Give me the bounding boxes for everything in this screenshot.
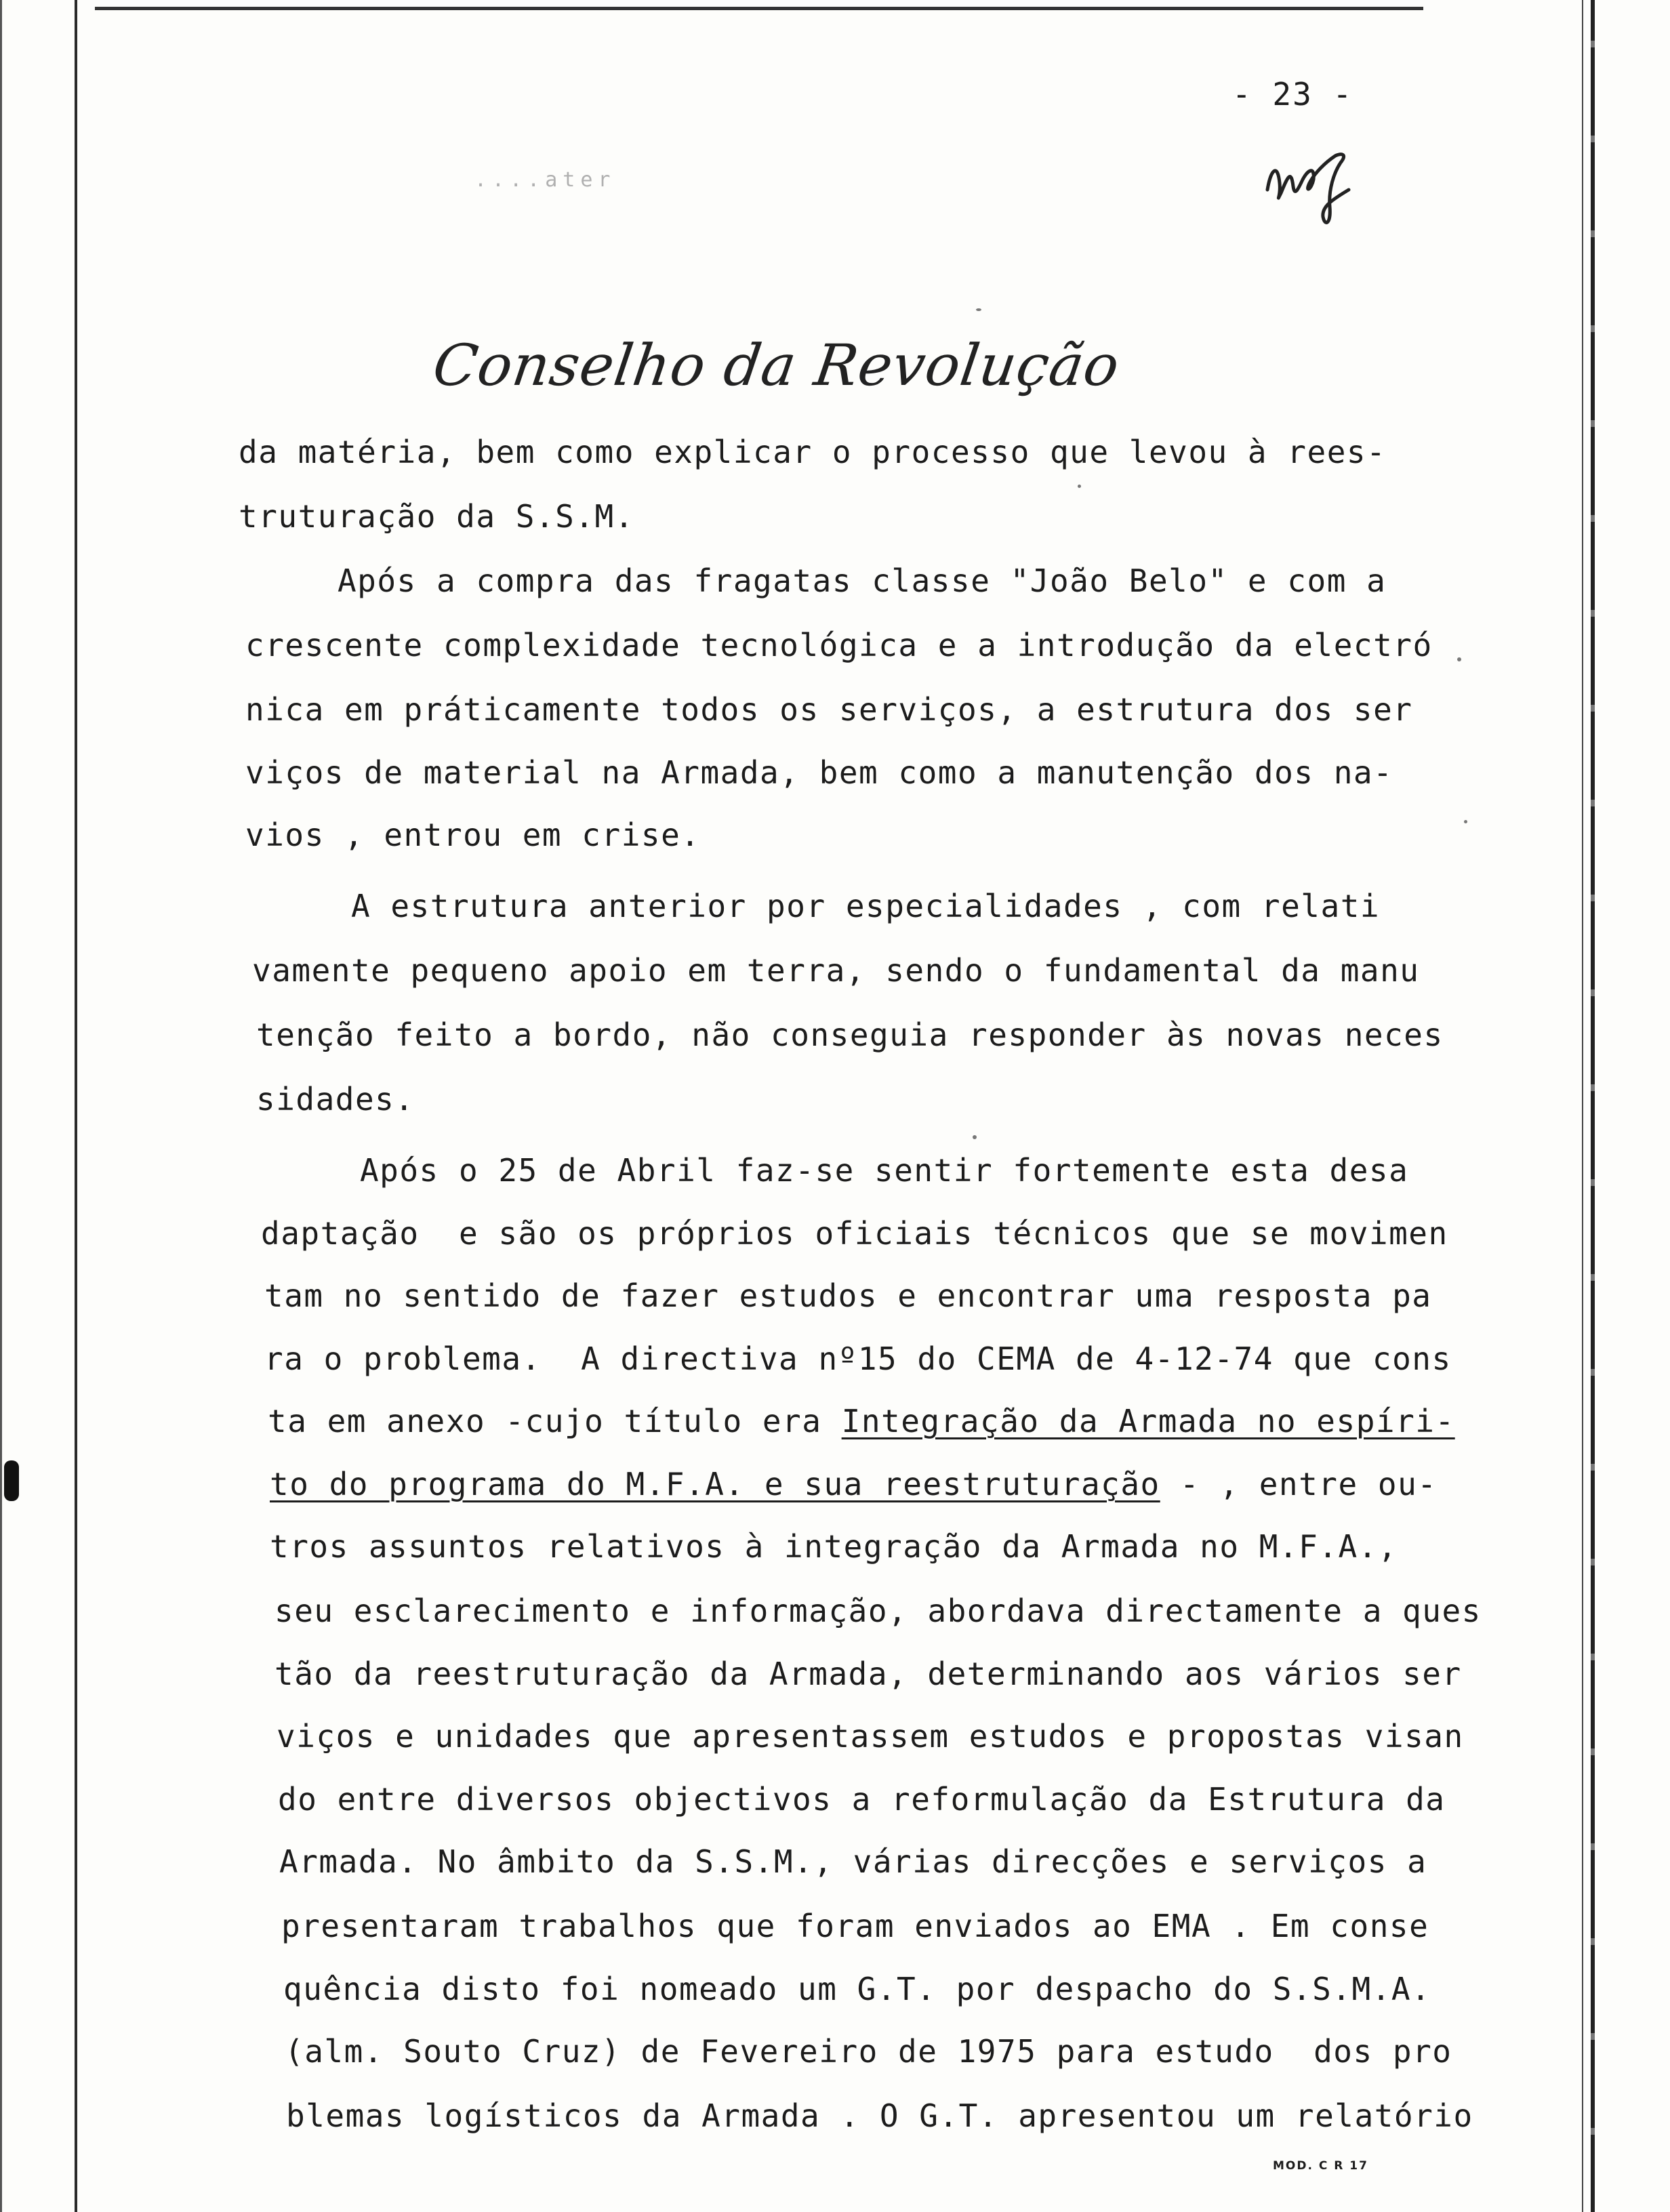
body-line-text: A estrutura anterior por especialidades , com relati [252,888,1381,924]
binding-hole [4,1460,19,1501]
body-line-text: ta em anexo -cujo título era [268,1403,842,1439]
body-line [256,1017,1444,1053]
body-line-text: tam no sentido de fazer estudos e encontrar uma resposta pa [264,1277,1432,1314]
body-line [270,1466,1437,1502]
body-line-text: seu esclarecimento e informação, abordava directamente a ques [274,1593,1482,1629]
page-margin-line-left [75,0,77,2212]
page-margin-line-right [1582,0,1583,2212]
body-line [274,1656,1462,1692]
page-number: - 23 - [1232,76,1353,112]
body-line [264,1340,1452,1377]
body-line [252,952,1419,989]
body-line-text: Integração da Armada no espíri- [841,1403,1455,1439]
scan-speck [976,308,981,311]
body-line [245,691,1412,728]
faint-stamp-text: ....ater [474,168,616,192]
body-line [270,1528,1398,1565]
scan-speck [973,1135,977,1139]
body-line-text: ra o problema. A directiva nº15 do CEMA de 4-12-74 que cons [264,1340,1452,1377]
body-line [268,1403,1455,1439]
body-line-text: tros assuntos relativos à integração da Armada no M.F.A., [270,1528,1398,1565]
body-line-text: tenção feito a bordo, não conseguia responder às novas neces [256,1017,1444,1053]
body-line [286,2097,1473,2134]
body-line-text: quência disto foi nomeado um G.T. por despacho do S.S.M.A. [283,1971,1431,2007]
body-line-text: da matéria, bem como explicar o processo que levou à rees- [239,434,1387,470]
body-line [239,562,1386,599]
body-line-text: do entre diversos objectivos a reformulação da Estrutura da [278,1781,1446,1818]
body-line [264,1277,1431,1314]
body-line [245,754,1393,791]
body-line-text: presentaram trabalhos que foram enviados ao EMA . Em conse [281,1908,1429,1944]
body-line-text: - , entre ou- [1160,1466,1438,1502]
body-line-text: crescente complexidade tecnológica e a introdução da electró [245,627,1433,663]
body-line [252,888,1380,924]
body-line [261,1215,1448,1252]
body-line [277,1718,1464,1755]
body-line [285,2033,1452,2070]
body-line [239,498,634,535]
body-line-text: sidades. [256,1081,415,1118]
body-line [279,1843,1427,1880]
body-line [274,1593,1482,1629]
scan-speck [1457,657,1461,661]
body-line-text: to do programa do M.F.A. e sua reestruturação [270,1466,1160,1502]
body-line-text: vamente pequeno apoio em terra, sendo o fundamental da manu [252,952,1420,989]
scan-edge-left [0,0,2,2212]
body-line-text: viços e unidades que apresentassem estudos e propostas visan [277,1718,1464,1755]
body-line-text: blemas logísticos da Armada . O G.T. apresentou um relatório [286,2097,1473,2134]
scan-edge-top [95,7,1423,10]
body-line-text: viços de material na Armada, bem como a manutenção dos na- [245,754,1393,791]
letterhead-title: Conselho da Revolução [429,332,1124,398]
handwritten-initials [1261,142,1362,230]
body-line-text: Após o 25 de Abril faz-se sentir fortemente esta desa [261,1152,1409,1189]
form-code: MOD. C R 17 [1273,2159,1368,2173]
body-line-text: vios , entrou em crise. [245,817,701,853]
body-line-text: nica em práticamente todos os serviços, a estrutura dos ser [245,691,1413,728]
body-line [239,434,1386,470]
body-line-text: Após a compra das fragatas classe "João Belo" e com a [239,562,1387,599]
body-line-text: Armada. No âmbito da S.S.M., várias direcções e serviços a [279,1843,1427,1880]
body-line [283,1971,1431,2007]
body-line [245,817,700,853]
body-line [256,1081,415,1118]
body-line [281,1908,1429,1944]
body-line-text: tão da reestruturação da Armada, determinando aos vários ser [274,1656,1462,1692]
body-line-text: truturação da S.S.M. [239,498,634,535]
body-line [261,1152,1408,1189]
scan-speck [1464,820,1467,823]
scan-speck [1078,485,1081,488]
scan-edge-right [1591,0,1595,2212]
body-line [278,1781,1445,1818]
body-line [245,627,1433,663]
body-line-text: daptação e são os próprios oficiais técnicos que se movimen [261,1215,1448,1252]
body-line-text: (alm. Souto Cruz) de Fevereiro de 1975 para estudo dos pro [285,2033,1452,2070]
